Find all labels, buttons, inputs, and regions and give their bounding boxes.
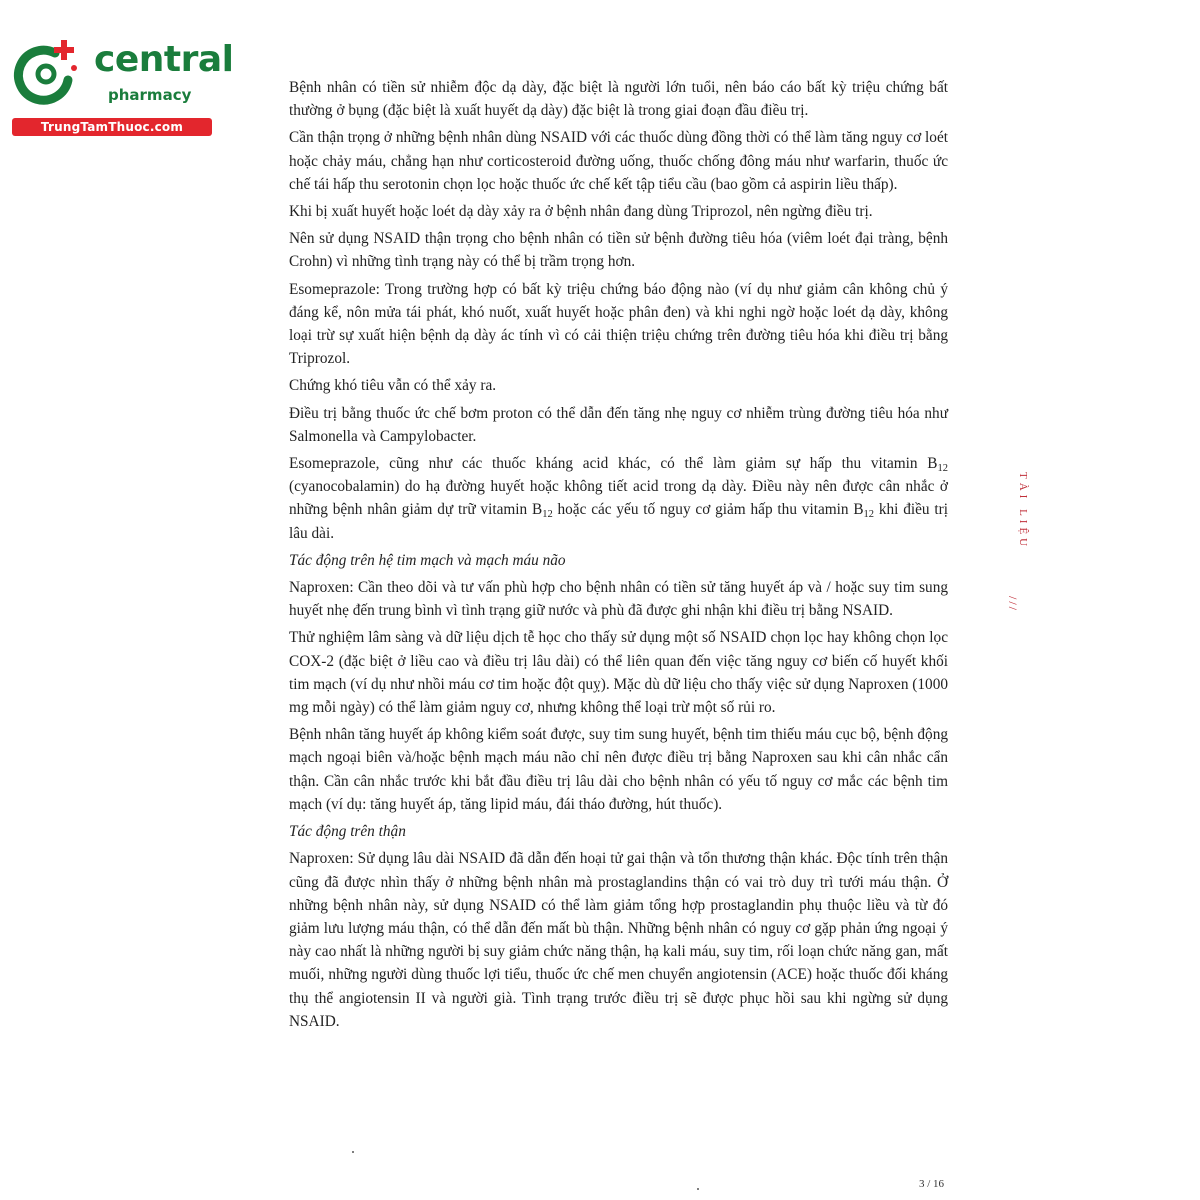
paragraph-text: khi điều trị lâu dài. (289, 501, 948, 542)
body-paragraph: Điều trị bằng thuốc ức chế bơm proton có thể dẫn đến tăng nhẹ nguy cơ nhiễm trùng đường tiêu hóa như Salmonella và Campylobacter. (289, 404, 948, 445)
body-paragraph: Naproxen: Sử dụng lâu dài NSAID đã dẫn đến hoại tử gai thận và tổn thương thận khác. Độc tính trên thận cũng đã được nhìn thấy ở những bệnh nhân mà prostaglandins thận có vai trò duy trì tưới máu thận. Ở những bệnh nhân này, sử dụng NSAID có thể làm giảm tổng hợp prostaglandin phụ thuộc liều và từ đó giảm lưu lượng máu thận, có thể dẫn đến mất bù thận. Những bệnh nhân có nguy cơ gặp phản ứng ngoại ý này cao nhất là những người bị suy giảm chức năng thận, hạ kali máu, suy tim, rối loạn chức năng gan, mất muối, những người dùng thuốc lợi tiểu, thuốc ức chế men chuyển angiotensin (ACE) hoặc thuốc đối kháng thụ thể angiotensin II và người già. Tình trạng trước điều trị sẽ được phục hồi sau khi ngừng sử dụng NSAID. (289, 850, 948, 1030)
pharmacy-cross-icon (10, 38, 82, 110)
body-paragraph: Chứng khó tiêu vẫn có thể xảy ra. (289, 377, 497, 395)
paragraph-text: Esomeprazole, cũng như các thuốc kháng acid khác, có thể làm giảm sự hấp thu vitamin B (289, 455, 938, 473)
scan-speck (697, 1188, 699, 1190)
body-paragraph: Esomeprazole: Trong trường hợp có bất kỳ triệu chứng báo động nào (ví dụ như giảm cân không chủ ý đáng kể, nôn mửa tái phát, khó nuốt, xuất huyết hoặc phân đen) và khi nghi ngờ hoặc loét dạ dày, không loại trừ sự xuất hiện bệnh dạ dày ác tính vì có cải thiện triệu chứng trên đường tiêu hóa khi điều trị bằng Triprozol. (289, 280, 948, 368)
body-paragraph: Nên sử dụng NSAID thận trọng cho bệnh nhân có tiền sử bệnh đường tiêu hóa (viêm loét đại tràng, bệnh Crohn) vì những tình trạng này có thể bị trầm trọng hơn. (289, 230, 948, 271)
subscript-text: 12 (542, 509, 553, 521)
logo-brand-subtitle: pharmacy (108, 86, 192, 104)
body-paragraph: Thử nghiệm lâm sàng và dữ liệu dịch tễ học cho thấy sử dụng một số NSAID chọn lọc hay không chọn lọc COX-2 (đặc biệt ở liều cao và điều trị lâu dài) có thể liên quan đến việc tăng nguy cơ biến cố huyết khối tim mạch (ví dụ như nhồi máu cơ tim hoặc đột quỵ). Mặc dù dữ liệu cho thấy việc sử dụng Naproxen (1000 mg mỗi ngày) có thể làm giảm nguy cơ, nhưng không thể loại trừ một số rủi ro. (289, 629, 948, 717)
stamp-mark: /// (1006, 596, 1020, 613)
section-heading: Tác động trên thận (289, 823, 406, 841)
body-paragraph: Bệnh nhân có tiền sử nhiễm độc dạ dày, đặc biệt là người lớn tuổi, nên báo cáo bất kỳ triệu chứng bất thường ở bụng (đặc biệt là xuất huyết dạ dày) đặc biệt là trong giai đoạn đầu điều trị. (289, 79, 948, 120)
body-paragraph: Bệnh nhân tăng huyết áp không kiểm soát được, suy tim sung huyết, bệnh tim thiếu máu cục bộ, bệnh động mạch ngoại biên và/hoặc bệnh mạch máu não chỉ nên được điều trị bằng Naproxen sau khi cân nhắc cẩn thận. Cần cân nhắc trước khi bắt đầu điều trị lâu dài cho bệnh nhân có yếu tố nguy cơ mắc các bệnh tim mạch (ví dụ: tăng huyết áp, tăng lipid máu, đái tháo đường, hút thuốc). (289, 726, 948, 813)
body-paragraph: Naproxen: Cần theo dõi và tư vấn phù hợp cho bệnh nhân có tiền sử tăng huyết áp và / hoặc suy tim sung huyết nhẹ đến trung bình vì tình trạng giữ nước và phù đã được ghi nhận khi điều trị bằng NSAID. (289, 579, 948, 620)
body-paragraph: Cần thận trọng ở những bệnh nhân dùng NSAID với các thuốc dùng đồng thời có thể làm tăng nguy cơ loét hoặc chảy máu, chẳng hạn như corticosteroid đường uống, thuốc chống đông máu như warfarin, thuốc ức chế tái hấp thu serotonin chọn lọc hoặc thuốc ức chế kết tập tiểu cầu (bao gồm cả aspirin liều thấp). (289, 129, 948, 193)
central-pharmacy-logo[interactable] (10, 36, 234, 136)
scan-speck (352, 1151, 354, 1153)
paragraph-text: hoặc các yếu tố nguy cơ giảm hấp thu vitamin B (552, 501, 864, 519)
logo-website: TrungTamThuoc.com (12, 118, 212, 136)
document-body (289, 76, 948, 1037)
section-heading: Tác động trên hệ tim mạch và mạch máu não (289, 551, 566, 569)
paragraph-text: (cyanocobalamin) do hạ đường huyết hoặc không tiết acid trong dạ dày. Điều này nên được cân nhắc ở những bệnh nhân giảm dự trữ vitamin B (289, 478, 948, 519)
approval-stamp (1003, 472, 1029, 632)
stamp-text: TÀI LIỆU (1017, 472, 1029, 551)
subscript-text: 12 (863, 509, 875, 521)
body-paragraph (289, 452, 948, 545)
logo-brand-name: central (94, 39, 234, 80)
body-paragraph: Khi bị xuất huyết hoặc loét dạ dày xảy ra ở bệnh nhân đang dùng Triprozol, nên ngừng điều trị. (289, 203, 873, 221)
page-number: 3 / 16 (919, 1178, 945, 1190)
subscript-text: 12 (937, 463, 948, 475)
